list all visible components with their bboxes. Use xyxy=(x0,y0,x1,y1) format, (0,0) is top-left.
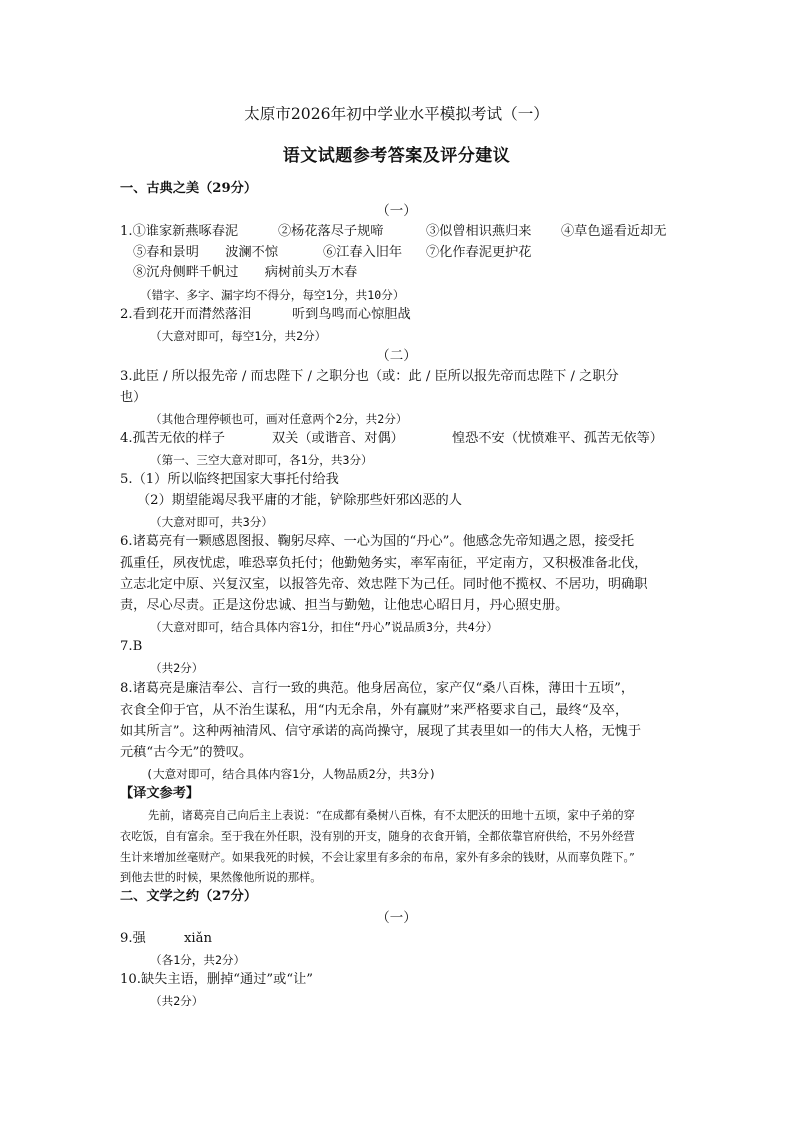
q6-answer-line-1: 6.诸葛亮有一颗感恩图报、鞠躬尽瘁、一心为国的“丹心”。他感念先帝知遇之恩，接受托 xyxy=(120,534,634,549)
q1-scoring-note: （错字、多字、漏字均不得分，每空1分，共10分） xyxy=(140,288,405,302)
q4-answer-3: 惶恐不安（忧愤难平、孤苦无依等） xyxy=(452,431,663,446)
part-heading-3: （一） xyxy=(376,910,417,926)
q3-scoring-note: （其他合理停顿也可，画对任意两个2分，共2分） xyxy=(150,412,408,426)
translation-line-2: 衣吃饭，自有富余。至于我在外任职，没有别的开支，随身的衣食开销，全都依靠官府供给，不另外经营 xyxy=(120,830,635,843)
q8-answer-line-2: 衣食全仰于官，从不治生谋私，用“内无余帛，外有赢财”来严格要求自己，最终“及卒， xyxy=(120,703,629,718)
q9-scoring-note: （各1分，共2分） xyxy=(150,953,246,967)
translation-line-3: 生计来增加丝毫财产。如果我死的时候，不会让家里有多余的布帛，家外有多余的钱财，从而辜负陛下。” xyxy=(120,851,635,864)
exam-title: 太原市2026年初中学业水平模拟考试（一） xyxy=(244,105,549,123)
section-heading-2: 二、文学之约（27分） xyxy=(120,889,258,904)
q8-answer-line-1: 8.诸葛亮是廉洁奉公、言行一致的典范。他身居高位，家产仅“桑八百株，薄田十五顷”， xyxy=(120,681,634,696)
q4-scoring-note: （第一、三空大意对即可，各1分，共3分） xyxy=(150,453,373,467)
q1-answer-3: ③似曾相识燕归来 xyxy=(426,224,532,239)
q9-answer-1: 9.强 xyxy=(120,931,146,946)
q2-scoring-note: （大意对即可，每空1分，共2分） xyxy=(150,329,327,343)
q1-answer-7: ⑦化作春泥更护花 xyxy=(426,245,532,260)
q1-answer-5: ⑤春和景明 波澜不惊 xyxy=(133,245,279,260)
q5-scoring-note: （大意对即可，共3分） xyxy=(150,515,273,529)
q8-scoring-note: (大意对即可，结合具体内容1分，人物品质2分，共3分) xyxy=(146,767,436,781)
q1-answer-4: ④草色遥看近却无 xyxy=(561,224,667,239)
q6-answer-line-2: 孤重任，夙夜忧虑，唯恐辜负托付；他勤勉务实，率军南征，平定南方，又积极准备北伐， xyxy=(120,556,648,571)
q10-scoring-note: （共2分） xyxy=(150,994,204,1008)
q1-answer-6: ⑥江春入旧年 xyxy=(323,245,403,260)
q6-scoring-note: （大意对即可，结合具体内容1分，扣住“丹心”说品质3分，共4分） xyxy=(150,620,498,634)
q4-answer-1: 4.孤苦无依的样子 xyxy=(120,431,225,446)
q6-answer-line-3: 立志北定中原、兴复汉室，以报答先帝、效忠陛下为己任。同时他不揽权、不居功，明确职 xyxy=(120,577,648,592)
q9-answer-2: xiǎn xyxy=(184,931,213,946)
q8-answer-line-3: 如其所言”。这种两袖清风、信守承诺的高尚操守，展现了其表里如一的伟大人格，无愧于 xyxy=(120,724,642,739)
q1-answer-2: ②杨花落尽子规啼 xyxy=(278,224,384,239)
q6-answer-line-4: 责，尽心尽责。正是这份忠诚、担当与勤勉，让他忠心昭日月，丹心照史册。 xyxy=(120,598,569,613)
q7-scoring-note: （共2分） xyxy=(150,661,204,675)
q10-answer: 10.缺失主语，删掉“通过”或“让” xyxy=(120,972,314,987)
part-heading-1: （一） xyxy=(376,203,417,219)
q2-answer-1: 2.看到花开而潸然落泪 xyxy=(120,307,252,322)
translation-line-1: 先前，诸葛亮自己向后主上表说：“在成都有桑树八百株，有不太肥沃的田地十五顷，家中子弟的穿 xyxy=(148,809,635,822)
section-heading-1: 一、古典之美（29分） xyxy=(120,181,258,196)
translation-line-4: 到他去世的时候，果然像他所说的那样。 xyxy=(120,871,322,884)
q1-answer-1: 1.①谁家新燕啄春泥 xyxy=(120,224,239,239)
q2-answer-2: 听到鸟鸣而心惊胆战 xyxy=(292,307,411,322)
q7-answer: 7.B xyxy=(120,639,143,654)
page-title: 语文试题参考答案及评分建议 xyxy=(282,146,511,166)
q1-answer-8: ⑧沉舟侧畔千帆过 病树前头万木春 xyxy=(133,265,358,280)
q5-answer-2: （2）期望能竭尽我平庸的才能，铲除那些奸邪凶恶的人 xyxy=(137,493,462,508)
q3-answer-line-2: 也） xyxy=(120,390,147,405)
q4-answer-2: 双关（或谐音、对偶） xyxy=(272,431,404,446)
q5-answer-1: 5.（1）所以临终把国家大事托付给我 xyxy=(120,472,339,487)
q3-answer-line-1: 3.此臣 / 所以报先帝 / 而忠陛下 / 之职分也（或：此 / 臣所以报先帝而忠陛下 / 之职分 xyxy=(120,369,619,384)
translation-heading: 【译文参考】 xyxy=(120,786,200,801)
q8-answer-line-4: 元稹“古今无”的赞叹。 xyxy=(120,745,253,760)
part-heading-2: （二） xyxy=(376,348,417,364)
